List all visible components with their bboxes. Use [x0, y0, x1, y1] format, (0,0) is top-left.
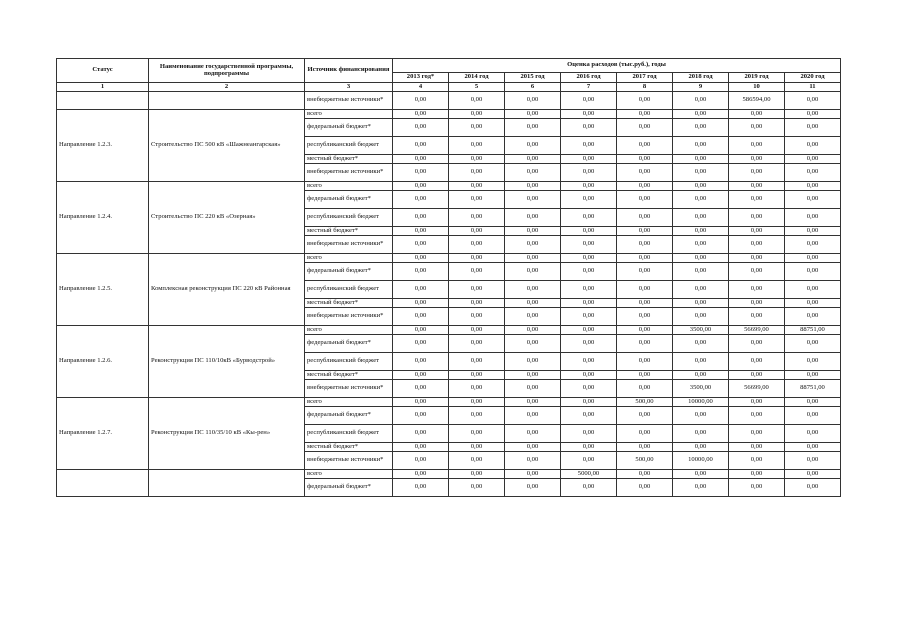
- value-cell: 88751,00: [785, 380, 841, 398]
- value-cell: 0,00: [729, 236, 785, 254]
- value-cell: 0,00: [617, 479, 673, 497]
- value-cell: 0,00: [673, 236, 729, 254]
- value-cell: 0,00: [673, 182, 729, 191]
- value-cell: 0,00: [449, 92, 505, 110]
- value-cell: 0,00: [673, 371, 729, 380]
- value-cell: 0,00: [561, 353, 617, 371]
- value-cell: 0,00: [729, 191, 785, 209]
- table-row: [57, 92, 841, 110]
- value-cell: 56699,00: [729, 326, 785, 335]
- source-cell: внебюджетные источники*: [305, 236, 393, 254]
- source-cell: республиканский бюджет: [305, 425, 393, 443]
- program-name-cell: Реконструкция ПС 110/10кВ «Бурводстрой»: [149, 326, 305, 398]
- value-cell: 0,00: [785, 110, 841, 119]
- value-cell: 0,00: [393, 164, 449, 182]
- header-year: 2019 год: [729, 73, 785, 83]
- value-cell: 0,00: [673, 110, 729, 119]
- value-cell: 0,00: [505, 470, 561, 479]
- value-cell: 0,00: [729, 137, 785, 155]
- source-cell: всего: [305, 326, 393, 335]
- value-cell: 0,00: [449, 254, 505, 263]
- value-cell: 0,00: [785, 254, 841, 263]
- column-index: 2: [149, 83, 305, 92]
- value-cell: 0,00: [449, 479, 505, 497]
- value-cell: 0,00: [673, 470, 729, 479]
- value-cell: 0,00: [561, 155, 617, 164]
- source-cell: внебюджетные источники*: [305, 308, 393, 326]
- value-cell: 0,00: [449, 470, 505, 479]
- value-cell: 0,00: [393, 191, 449, 209]
- value-cell: 0,00: [393, 254, 449, 263]
- value-cell: 0,00: [449, 236, 505, 254]
- value-cell: 0,00: [673, 254, 729, 263]
- program-name-cell: Строительство ПС 500 кВ «Шажнеангарская»: [149, 110, 305, 182]
- column-index: 9: [673, 83, 729, 92]
- value-cell: 0,00: [729, 110, 785, 119]
- source-cell: федеральный бюджет*: [305, 263, 393, 281]
- value-cell: 0,00: [617, 254, 673, 263]
- value-cell: 0,00: [673, 191, 729, 209]
- value-cell: 0,00: [617, 308, 673, 326]
- value-cell: 0,00: [449, 155, 505, 164]
- value-cell: 0,00: [393, 209, 449, 227]
- value-cell: 0,00: [673, 335, 729, 353]
- value-cell: 0,00: [617, 470, 673, 479]
- value-cell: 0,00: [561, 380, 617, 398]
- value-cell: 0,00: [393, 227, 449, 236]
- value-cell: 0,00: [505, 137, 561, 155]
- value-cell: 0,00: [505, 92, 561, 110]
- source-cell: республиканский бюджет: [305, 137, 393, 155]
- value-cell: 0,00: [393, 236, 449, 254]
- value-cell: 0,00: [393, 137, 449, 155]
- value-cell: 5000,00: [561, 470, 617, 479]
- value-cell: 0,00: [617, 299, 673, 308]
- name-cell: [149, 92, 305, 110]
- value-cell: 0,00: [505, 254, 561, 263]
- value-cell: 0,00: [393, 479, 449, 497]
- source-cell: внебюджетные источники*: [305, 164, 393, 182]
- value-cell: 0,00: [785, 227, 841, 236]
- value-cell: 0,00: [393, 263, 449, 281]
- column-index: 5: [449, 83, 505, 92]
- column-index: 10: [729, 83, 785, 92]
- value-cell: 0,00: [393, 335, 449, 353]
- value-cell: 0,00: [505, 407, 561, 425]
- value-cell: 0,00: [785, 155, 841, 164]
- value-cell: 0,00: [729, 443, 785, 452]
- status-cell: Направление 1.2.5.: [57, 254, 149, 326]
- value-cell: 0,00: [785, 263, 841, 281]
- value-cell: 0,00: [449, 452, 505, 470]
- value-cell: 0,00: [449, 110, 505, 119]
- value-cell: 0,00: [617, 182, 673, 191]
- value-cell: 0,00: [729, 227, 785, 236]
- value-cell: 0,00: [729, 308, 785, 326]
- value-cell: 0,00: [505, 425, 561, 443]
- value-cell: 0,00: [393, 380, 449, 398]
- value-cell: 0,00: [449, 425, 505, 443]
- value-cell: 0,00: [505, 155, 561, 164]
- value-cell: 0,00: [785, 470, 841, 479]
- value-cell: 0,00: [729, 452, 785, 470]
- source-cell: внебюджетные источники*: [305, 92, 393, 110]
- value-cell: 0,00: [785, 209, 841, 227]
- value-cell: 0,00: [561, 137, 617, 155]
- value-cell: 0,00: [729, 254, 785, 263]
- value-cell: 0,00: [393, 92, 449, 110]
- source-cell: федеральный бюджет*: [305, 191, 393, 209]
- value-cell: 0,00: [617, 326, 673, 335]
- value-cell: 0,00: [729, 371, 785, 380]
- value-cell: 0,00: [729, 335, 785, 353]
- value-cell: 0,00: [785, 425, 841, 443]
- value-cell: 0,00: [785, 371, 841, 380]
- value-cell: 0,00: [785, 119, 841, 137]
- value-cell: 0,00: [561, 443, 617, 452]
- value-cell: 0,00: [617, 380, 673, 398]
- status-cell: Направление 1.2.6.: [57, 326, 149, 398]
- source-cell: местный бюджет*: [305, 299, 393, 308]
- value-cell: 0,00: [785, 443, 841, 452]
- value-cell: 0,00: [505, 191, 561, 209]
- value-cell: 0,00: [729, 407, 785, 425]
- value-cell: 0,00: [673, 92, 729, 110]
- value-cell: 0,00: [393, 443, 449, 452]
- value-cell: 0,00: [729, 353, 785, 371]
- source-cell: внебюджетные источники*: [305, 452, 393, 470]
- value-cell: 0,00: [449, 209, 505, 227]
- value-cell: 0,00: [561, 182, 617, 191]
- value-cell: 0,00: [673, 119, 729, 137]
- column-index: 11: [785, 83, 841, 92]
- value-cell: 0,00: [505, 281, 561, 299]
- source-cell: внебюджетные источники*: [305, 380, 393, 398]
- value-cell: 3500,00: [673, 380, 729, 398]
- source-cell: всего: [305, 110, 393, 119]
- value-cell: 0,00: [785, 353, 841, 371]
- value-cell: 500,00: [617, 398, 673, 407]
- value-cell: 0,00: [673, 209, 729, 227]
- source-cell: республиканский бюджет: [305, 281, 393, 299]
- value-cell: 0,00: [393, 326, 449, 335]
- value-cell: 0,00: [393, 452, 449, 470]
- value-cell: 0,00: [449, 281, 505, 299]
- value-cell: 0,00: [449, 335, 505, 353]
- status-cell: [57, 470, 149, 497]
- value-cell: 0,00: [393, 371, 449, 380]
- header-name: Наименование государственной программы, подпрограммы: [149, 59, 305, 83]
- value-cell: 0,00: [449, 308, 505, 326]
- value-cell: 10000,00: [673, 398, 729, 407]
- value-cell: 0,00: [449, 353, 505, 371]
- value-cell: 0,00: [561, 335, 617, 353]
- value-cell: 0,00: [729, 299, 785, 308]
- value-cell: 0,00: [785, 92, 841, 110]
- source-cell: местный бюджет*: [305, 227, 393, 236]
- value-cell: 0,00: [617, 425, 673, 443]
- value-cell: 0,00: [505, 209, 561, 227]
- source-cell: всего: [305, 254, 393, 263]
- program-name-cell: Строительство ПС 220 кВ «Озерная»: [149, 182, 305, 254]
- program-name-cell: Реконструкция ПС 110/35/10 кВ «Кы-рен»: [149, 398, 305, 470]
- value-cell: 0,00: [673, 299, 729, 308]
- value-cell: 0,00: [617, 371, 673, 380]
- value-cell: 0,00: [561, 209, 617, 227]
- value-cell: 0,00: [449, 407, 505, 425]
- value-cell: 0,00: [673, 407, 729, 425]
- value-cell: 0,00: [393, 407, 449, 425]
- source-cell: всего: [305, 398, 393, 407]
- value-cell: 0,00: [785, 308, 841, 326]
- source-cell: федеральный бюджет*: [305, 479, 393, 497]
- value-cell: 0,00: [729, 119, 785, 137]
- value-cell: 0,00: [505, 110, 561, 119]
- value-cell: 0,00: [617, 92, 673, 110]
- value-cell: 0,00: [785, 479, 841, 497]
- value-cell: 0,00: [561, 92, 617, 110]
- value-cell: 10000,00: [673, 452, 729, 470]
- table-row: [57, 254, 841, 263]
- value-cell: 0,00: [505, 308, 561, 326]
- header-source: Источник финансирования: [305, 59, 393, 83]
- value-cell: 0,00: [785, 164, 841, 182]
- table-row: [57, 182, 841, 191]
- value-cell: 0,00: [449, 182, 505, 191]
- value-cell: 0,00: [505, 443, 561, 452]
- value-cell: 0,00: [561, 191, 617, 209]
- value-cell: 0,00: [785, 236, 841, 254]
- value-cell: 0,00: [617, 209, 673, 227]
- value-cell: 0,00: [617, 335, 673, 353]
- value-cell: 0,00: [561, 425, 617, 443]
- value-cell: 0,00: [393, 299, 449, 308]
- value-cell: 0,00: [505, 119, 561, 137]
- budget-table: [56, 58, 841, 497]
- value-cell: 0,00: [617, 227, 673, 236]
- value-cell: 0,00: [785, 398, 841, 407]
- source-cell: местный бюджет*: [305, 155, 393, 164]
- value-cell: 0,00: [673, 308, 729, 326]
- table-body: [57, 92, 841, 497]
- header-year: 2014 год: [449, 73, 505, 83]
- source-cell: федеральный бюджет*: [305, 119, 393, 137]
- value-cell: 0,00: [561, 479, 617, 497]
- value-cell: 0,00: [729, 281, 785, 299]
- value-cell: 0,00: [561, 281, 617, 299]
- table-row: [57, 470, 841, 479]
- column-index: 1: [57, 83, 149, 92]
- source-cell: республиканский бюджет: [305, 353, 393, 371]
- value-cell: 0,00: [617, 137, 673, 155]
- value-cell: 0,00: [393, 281, 449, 299]
- value-cell: 0,00: [449, 326, 505, 335]
- value-cell: 0,00: [561, 398, 617, 407]
- value-cell: 0,00: [505, 479, 561, 497]
- table-header: [57, 59, 841, 92]
- value-cell: 0,00: [449, 227, 505, 236]
- value-cell: 0,00: [785, 137, 841, 155]
- value-cell: 0,00: [617, 263, 673, 281]
- value-cell: 0,00: [617, 191, 673, 209]
- value-cell: 0,00: [617, 353, 673, 371]
- value-cell: 0,00: [785, 452, 841, 470]
- value-cell: 0,00: [673, 443, 729, 452]
- value-cell: 0,00: [561, 227, 617, 236]
- value-cell: 0,00: [561, 452, 617, 470]
- value-cell: 0,00: [505, 227, 561, 236]
- value-cell: 0,00: [673, 353, 729, 371]
- status-cell: Направление 1.2.3.: [57, 110, 149, 182]
- value-cell: 0,00: [729, 425, 785, 443]
- value-cell: 0,00: [505, 398, 561, 407]
- value-cell: 0,00: [729, 470, 785, 479]
- header-year: 2017 год: [617, 73, 673, 83]
- source-cell: всего: [305, 470, 393, 479]
- value-cell: 0,00: [617, 281, 673, 299]
- value-cell: 500,00: [617, 452, 673, 470]
- value-cell: 0,00: [673, 227, 729, 236]
- source-cell: федеральный бюджет*: [305, 407, 393, 425]
- value-cell: 0,00: [561, 110, 617, 119]
- header-year: 2018 год: [673, 73, 729, 83]
- value-cell: 0,00: [449, 398, 505, 407]
- value-cell: 0,00: [561, 308, 617, 326]
- source-cell: всего: [305, 182, 393, 191]
- value-cell: 0,00: [393, 425, 449, 443]
- source-cell: местный бюджет*: [305, 443, 393, 452]
- value-cell: 0,00: [449, 380, 505, 398]
- header-year: 2015 год: [505, 73, 561, 83]
- value-cell: 0,00: [505, 326, 561, 335]
- value-cell: 0,00: [617, 155, 673, 164]
- value-cell: 0,00: [729, 164, 785, 182]
- value-cell: 0,00: [673, 263, 729, 281]
- value-cell: 0,00: [561, 326, 617, 335]
- value-cell: 3500,00: [673, 326, 729, 335]
- value-cell: 0,00: [729, 398, 785, 407]
- value-cell: 0,00: [785, 299, 841, 308]
- column-index: 7: [561, 83, 617, 92]
- header-year: 2016 год: [561, 73, 617, 83]
- value-cell: 0,00: [449, 137, 505, 155]
- value-cell: 0,00: [673, 479, 729, 497]
- value-cell: 0,00: [729, 263, 785, 281]
- value-cell: 0,00: [729, 209, 785, 227]
- value-cell: 586594,00: [729, 92, 785, 110]
- source-cell: местный бюджет*: [305, 371, 393, 380]
- column-index: 6: [505, 83, 561, 92]
- header-year: 2013 год*: [393, 73, 449, 83]
- value-cell: 0,00: [673, 164, 729, 182]
- value-cell: 0,00: [785, 191, 841, 209]
- value-cell: 0,00: [393, 353, 449, 371]
- value-cell: 0,00: [561, 407, 617, 425]
- value-cell: 0,00: [505, 164, 561, 182]
- value-cell: 0,00: [561, 119, 617, 137]
- value-cell: 0,00: [449, 119, 505, 137]
- value-cell: 0,00: [393, 155, 449, 164]
- value-cell: 0,00: [673, 155, 729, 164]
- status-cell: [57, 92, 149, 110]
- value-cell: 0,00: [505, 452, 561, 470]
- value-cell: 0,00: [785, 335, 841, 353]
- value-cell: 0,00: [561, 263, 617, 281]
- value-cell: 0,00: [505, 371, 561, 380]
- value-cell: 0,00: [393, 110, 449, 119]
- value-cell: 0,00: [393, 182, 449, 191]
- header-year: 2020 год: [785, 73, 841, 83]
- value-cell: 0,00: [449, 443, 505, 452]
- value-cell: 0,00: [617, 119, 673, 137]
- value-cell: 0,00: [673, 281, 729, 299]
- value-cell: 0,00: [505, 182, 561, 191]
- value-cell: 0,00: [505, 263, 561, 281]
- value-cell: 0,00: [393, 470, 449, 479]
- status-cell: Направление 1.2.4.: [57, 182, 149, 254]
- value-cell: 0,00: [785, 281, 841, 299]
- header-estimate: Оценка расходов (тыс.руб.), годы: [393, 59, 841, 73]
- value-cell: 0,00: [617, 164, 673, 182]
- value-cell: 0,00: [449, 164, 505, 182]
- value-cell: 56699,00: [729, 380, 785, 398]
- value-cell: 0,00: [505, 236, 561, 254]
- column-index: 8: [617, 83, 673, 92]
- value-cell: 0,00: [505, 380, 561, 398]
- value-cell: 0,00: [561, 371, 617, 380]
- value-cell: 0,00: [449, 299, 505, 308]
- value-cell: 0,00: [449, 191, 505, 209]
- value-cell: 0,00: [785, 407, 841, 425]
- value-cell: 0,00: [617, 443, 673, 452]
- value-cell: 0,00: [617, 110, 673, 119]
- value-cell: 0,00: [785, 182, 841, 191]
- value-cell: 0,00: [505, 335, 561, 353]
- value-cell: 0,00: [729, 479, 785, 497]
- table-row: [57, 398, 841, 407]
- column-index: 3: [305, 83, 393, 92]
- header-status: Статус: [57, 59, 149, 83]
- value-cell: 0,00: [449, 371, 505, 380]
- value-cell: 0,00: [561, 164, 617, 182]
- program-name-cell: Комплексная реконструкция ПС 220 кВ Районная: [149, 254, 305, 326]
- value-cell: 0,00: [617, 407, 673, 425]
- table-row: [57, 326, 841, 335]
- value-cell: 0,00: [561, 254, 617, 263]
- value-cell: 0,00: [729, 182, 785, 191]
- value-cell: 0,00: [617, 236, 673, 254]
- value-cell: 88751,00: [785, 326, 841, 335]
- table-row: [57, 110, 841, 119]
- program-name-cell: [149, 470, 305, 497]
- value-cell: 0,00: [561, 299, 617, 308]
- value-cell: 0,00: [393, 308, 449, 326]
- value-cell: 0,00: [729, 155, 785, 164]
- value-cell: 0,00: [505, 299, 561, 308]
- value-cell: 0,00: [673, 425, 729, 443]
- column-index: 4: [393, 83, 449, 92]
- value-cell: 0,00: [449, 263, 505, 281]
- source-cell: республиканский бюджет: [305, 209, 393, 227]
- value-cell: 0,00: [561, 236, 617, 254]
- value-cell: 0,00: [505, 353, 561, 371]
- source-cell: федеральный бюджет*: [305, 335, 393, 353]
- value-cell: 0,00: [673, 137, 729, 155]
- status-cell: Направление 1.2.7.: [57, 398, 149, 470]
- value-cell: 0,00: [393, 398, 449, 407]
- value-cell: 0,00: [393, 119, 449, 137]
